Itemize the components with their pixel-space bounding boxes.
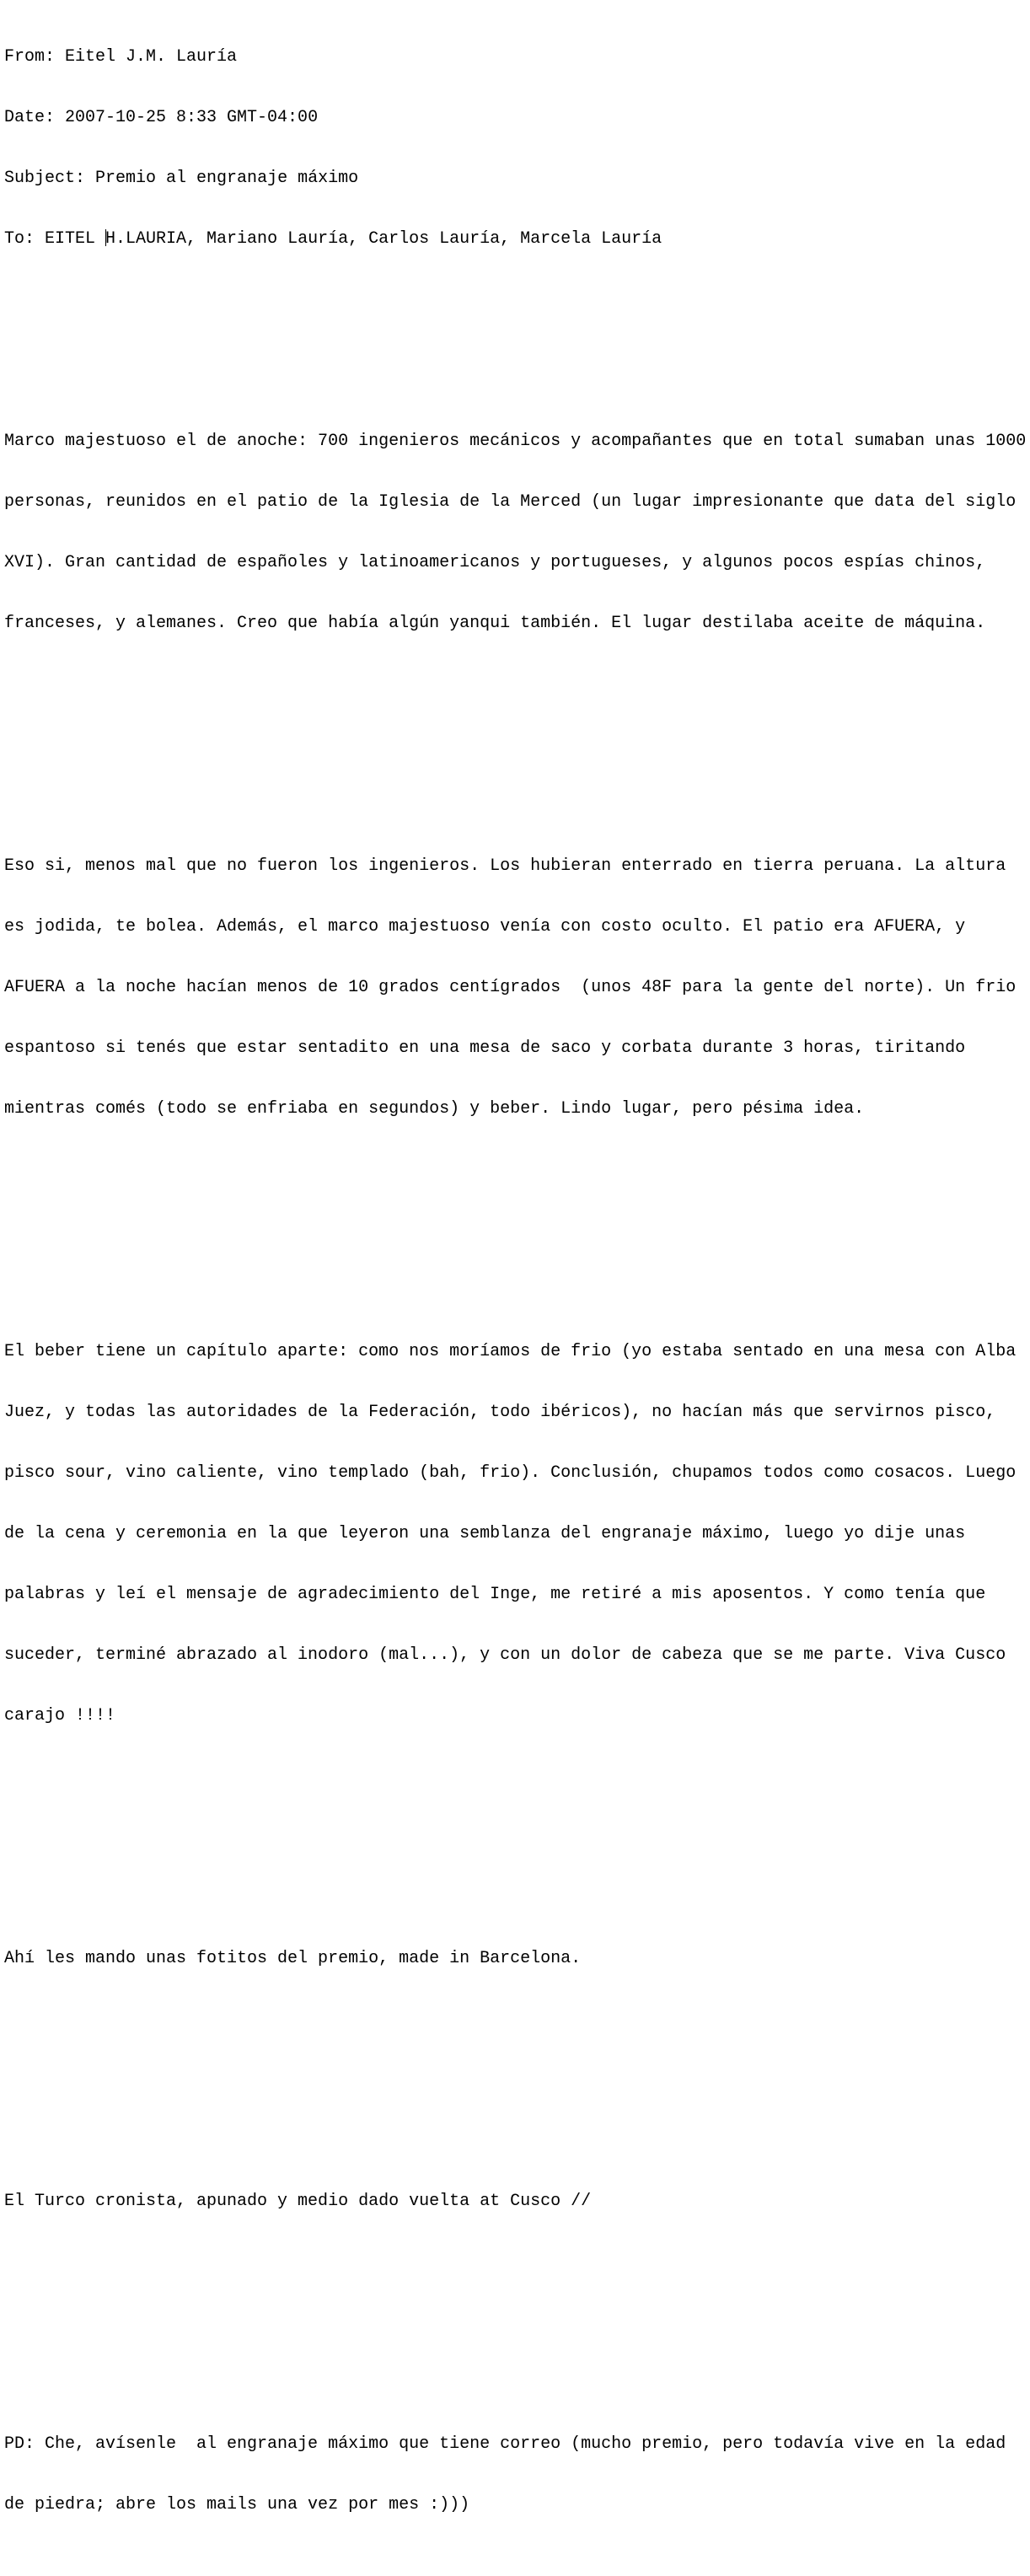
signature-line [4, 2151, 1026, 2252]
blank-line [4, 310, 1026, 330]
blank-line [4, 2070, 1026, 2090]
to-value-start[interactable]: EITEL [45, 229, 106, 249]
body-line: personas, reunidos en el patio de la Iglesia de la Merced (un lugar impresionante que data del siglo [4, 492, 1017, 512]
blank-line [4, 1827, 1026, 1848]
body-line: de la cena y ceremonia en la que leyeron una semblanza del engranaje máximo, luego yo dije unas [4, 1524, 966, 1543]
date-header [4, 108, 1026, 128]
body-line: AFUERA a la noche hacían menos de 10 grados centígrados (unos 48F para la gente del norte). Un frio [4, 978, 1017, 997]
from-value[interactable]: Eitel J.M. Lauría [65, 47, 238, 67]
to-label: To: [4, 229, 46, 249]
subject-header [4, 169, 1026, 189]
body-line: XVI). Gran cantidad de españoles y latinoamericanos y portugueses, y algunos pocos espías chinos, [4, 553, 986, 572]
subject-label: Subject: [4, 169, 96, 188]
body-line: palabras y leí el mensaje de agradecimiento del Inge, me retiré a mis aposentos. Y como tenía que [4, 1585, 986, 1604]
body-line: mientras comés (todo se enfriaba en segundos) y beber. Lindo lugar, pero pésima idea. [4, 1099, 865, 1119]
body-line: carajo !!!! [4, 1706, 116, 1725]
body-line: Juez, y todas las autoridades de la Federación, todo ibéricos), no hacían más que servirnos pisco, [4, 1403, 996, 1422]
paragraph-1 [4, 391, 1026, 674]
body-line: pisco sour, vino caliente, vino templado (bah, frio). Conclusión, chupamos todos como cosacos. Luego [4, 1463, 1017, 1483]
paragraph-3 [4, 1301, 1026, 1767]
paragraph-4 [4, 1908, 1026, 2010]
body-line: Ahí les mando unas fotitos del premio, made in Barcelona. [4, 1949, 582, 1968]
date-value: 2007-10-25 8:33 GMT-04:00 [65, 108, 319, 127]
from-header [4, 47, 1026, 67]
date-label: Date: [4, 108, 66, 127]
body-line: espantoso si tenés que estar sentadito en una mesa de saco y corbata durante 3 horas, tiritando [4, 1038, 966, 1058]
postscript [4, 2394, 1026, 2556]
paragraph-2 [4, 816, 1026, 1160]
body-line: suceder, terminé abrazado al inodoro (mal...), y con un dolor de cabeza que se me parte. Viva Cusco [4, 1645, 1006, 1665]
body-line: Marco majestuoso el de anoche: 700 ingenieros mecánicos y acompañantes que en total sumaban unas 1000 [4, 432, 1027, 451]
email-message [4, 7, 1026, 2576]
body-line: El Turco cronista, apunado y medio dado vuelta at Cusco // [4, 2192, 592, 2211]
blank-line [4, 735, 1026, 755]
body-line: Eso si, menos mal que no fueron los ingenieros. Los hubieran enterrado en tierra peruana. La altura [4, 856, 1006, 876]
to-header [4, 229, 1026, 250]
subject-value: Premio al engranaje máximo [95, 169, 359, 188]
body-line: de piedra; abre los mails una vez por mes :))) [4, 2495, 470, 2514]
blank-line [4, 1221, 1026, 1241]
blank-line [4, 2313, 1026, 2333]
to-value-rest[interactable]: H.LAURIA, Mariano Lauría, Carlos Lauría, Marcela Lauría [105, 229, 663, 249]
body-line: PD: Che, avísenle al engranaje máximo que tiene correo (mucho premio, pero todavía vive en la edad [4, 2434, 1006, 2454]
body-line: es jodida, te bolea. Además, el marco majestuoso venía con costo oculto. El patio era AFUERA, y [4, 917, 966, 936]
body-line: El beber tiene un capítulo aparte: como nos moríamos de frio (yo estaba sentado en una mesa con Alba [4, 1342, 1017, 1361]
body-line: franceses, y alemanes. Creo que había algún yanqui también. El lugar destilaba aceite de máquina. [4, 614, 986, 633]
from-label: From: [4, 47, 66, 67]
